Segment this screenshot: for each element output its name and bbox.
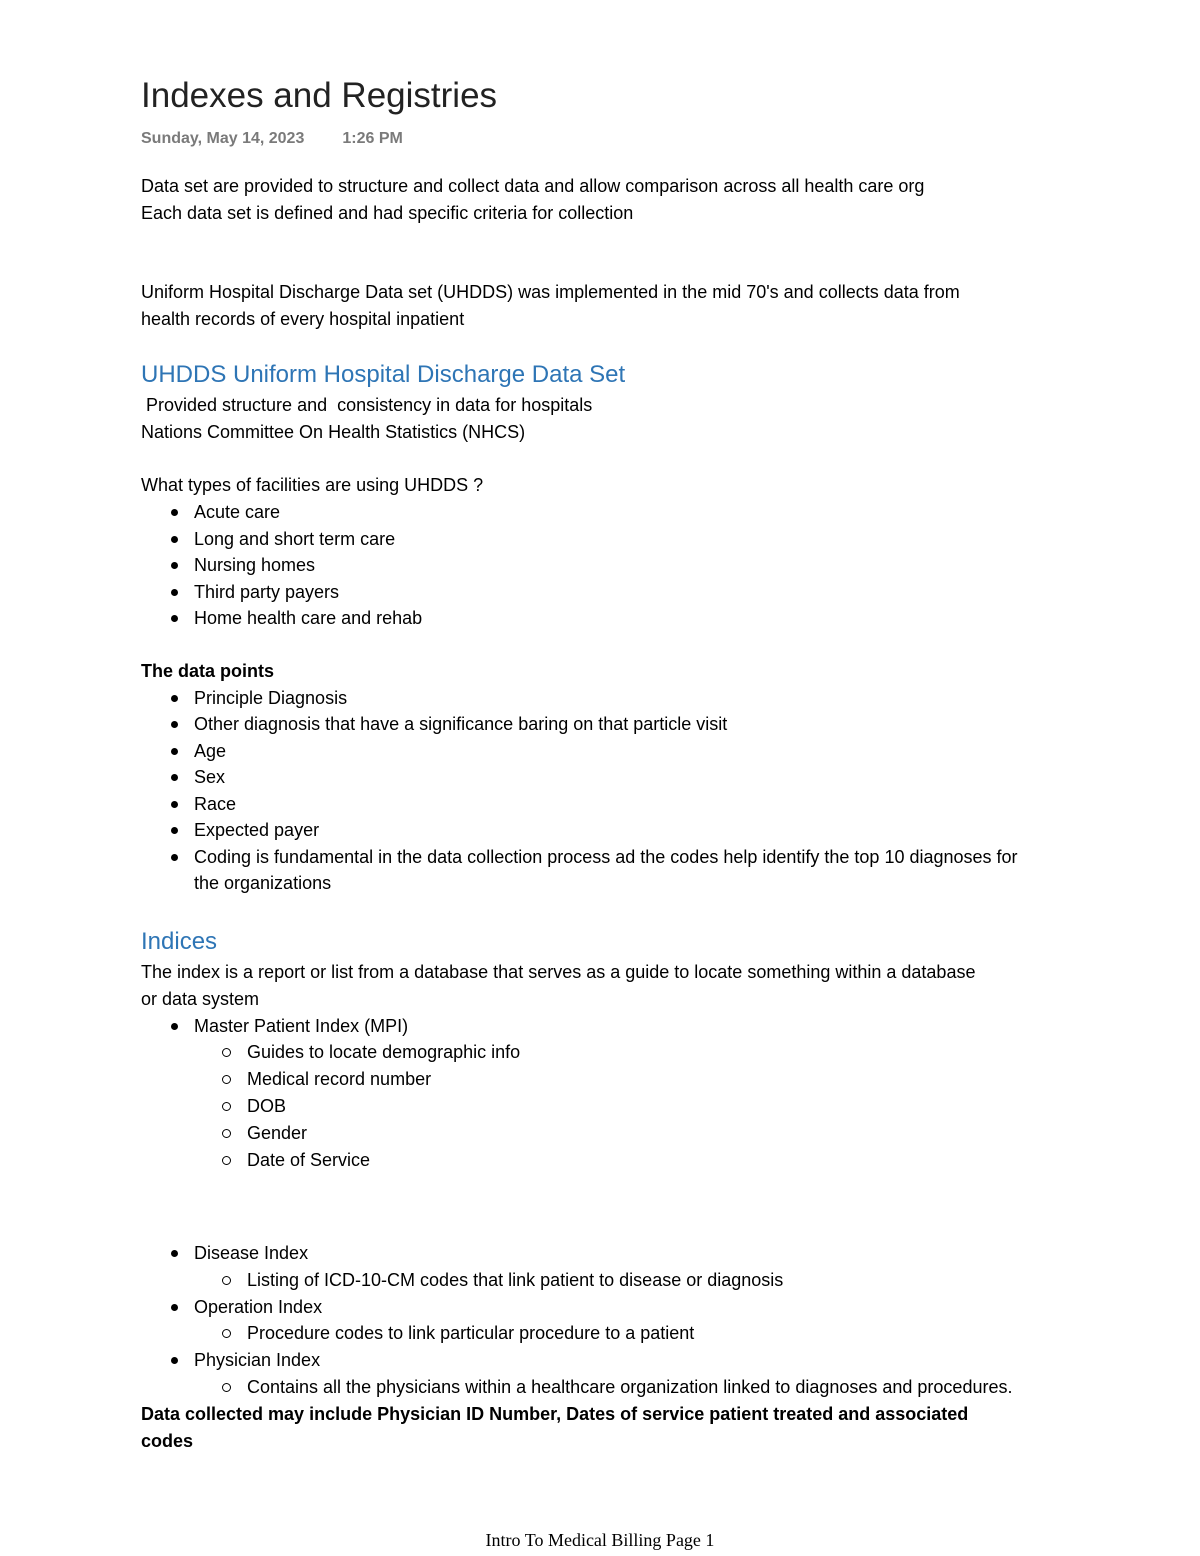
indices-description-line-2: or data system	[141, 988, 260, 1009]
other-indices-list	[141, 1240, 1071, 1401]
operation-index-sublist	[194, 1320, 1071, 1347]
bullet-icon	[171, 1023, 178, 1030]
facilities-list	[141, 499, 1071, 632]
hollow-bullet-icon	[222, 1129, 231, 1138]
list-item: Third party payers	[141, 579, 1071, 606]
closing-line-2: codes	[141, 1430, 194, 1451]
bullet-icon	[171, 748, 178, 755]
hollow-bullet-icon	[222, 1329, 231, 1338]
bullet-icon	[171, 827, 178, 834]
bullet-icon	[171, 615, 178, 622]
bullet-icon	[171, 1250, 178, 1257]
facilities-question: What types of facilities are using UHDDS ?	[141, 475, 484, 495]
intro-line-2: Each data set is defined and had specific criteria for collection	[141, 203, 634, 223]
list-item: Nursing homes	[141, 552, 1071, 579]
data-points-list	[141, 685, 1071, 897]
list-item: Acute care	[141, 499, 1071, 526]
hollow-bullet-icon	[222, 1048, 231, 1057]
bullet-icon	[171, 1304, 178, 1311]
list-item: Coding is fundamental in the data collection process ad the codes help identify the top 10 diagnoses for the organizations	[141, 844, 1034, 897]
hollow-bullet-icon	[222, 1156, 231, 1165]
bullet-icon	[171, 801, 178, 808]
page-time: 1:26 PM	[342, 130, 403, 147]
bullet-icon	[171, 695, 178, 702]
closing-line-1: Data collected may include Physician ID Number, Dates of service patient treated and associated	[141, 1403, 969, 1424]
bullet-icon	[171, 589, 178, 596]
page-timestamp	[141, 122, 1071, 156]
list-item: Expected payer	[141, 817, 1071, 844]
disease-index-sublist	[194, 1267, 1071, 1294]
list-item: Race	[141, 791, 1071, 818]
sublist-item: Contains all the physicians within a healthcare organization linked to diagnoses and procedures.	[194, 1374, 1027, 1401]
sublist-item: Gender	[194, 1120, 1071, 1147]
page-content	[141, 72, 1071, 1455]
sublist-item: Date of Service	[194, 1147, 1071, 1174]
list-item: Master Patient Index (MPI) Guides to locate demographic info Medical record number DOB Gender Date of Service	[141, 1013, 1071, 1175]
page-footer: Intro To Medical Billing Page 1	[485, 1530, 715, 1550]
sublist-item: Medical record number	[194, 1066, 1071, 1093]
page-date: Sunday, May 14, 2023	[141, 130, 305, 147]
physician-index-sublist	[194, 1374, 1071, 1401]
intro-line-1: Data set are provided to structure and collect data and allow comparison across all health care org	[141, 176, 925, 196]
bullet-icon	[171, 536, 178, 543]
uhdds-line-1: Provided structure and consistency in data for hospitals	[141, 395, 593, 415]
list-item: Principle Diagnosis	[141, 685, 1071, 712]
list-item: Age	[141, 738, 1071, 765]
sublist-item: Listing of ICD-10-CM codes that link patient to disease or diagnosis	[194, 1267, 1071, 1294]
bullet-icon	[171, 854, 178, 861]
indices-description-line-1: The index is a report or list from a database that serves as a guide to locate something within a database	[141, 961, 976, 982]
sublist-item: DOB	[194, 1093, 1071, 1120]
hollow-bullet-icon	[222, 1102, 231, 1111]
list-item: Other diagnosis that have a significance baring on that particle visit	[141, 711, 1071, 738]
page-title: Indexes and Registries	[141, 76, 498, 115]
bullet-icon	[171, 562, 178, 569]
hollow-bullet-icon	[222, 1383, 231, 1392]
bullet-icon	[171, 1357, 178, 1364]
indices-heading: Indices	[141, 927, 218, 955]
sublist-item: Procedure codes to link particular procedure to a patient	[194, 1320, 1071, 1347]
uhdds-paragraph-line-2: health records of every hospital inpatient	[141, 309, 465, 329]
uhdds-heading: UHDDS Uniform Hospital Discharge Data Set	[141, 361, 626, 388]
uhdds-line-2: Nations Committee On Health Statistics (NHCS)	[141, 422, 526, 442]
sublist-item: Guides to locate demographic info	[194, 1039, 1071, 1066]
hollow-bullet-icon	[222, 1276, 231, 1285]
list-item: Long and short term care	[141, 526, 1071, 553]
hollow-bullet-icon	[222, 1075, 231, 1084]
list-item: Sex	[141, 764, 1071, 791]
list-item: Physician Index Contains all the physicians within a healthcare organization linked to diagnoses and procedures.	[141, 1347, 1071, 1401]
bullet-icon	[171, 509, 178, 516]
list-item: Disease Index Listing of ICD-10-CM codes that link patient to disease or diagnosis	[141, 1240, 1071, 1294]
uhdds-paragraph-line-1: Uniform Hospital Discharge Data set (UHDDS) was implemented in the mid 70's and collects data from	[141, 282, 960, 302]
bullet-icon	[171, 721, 178, 728]
mpi-list	[141, 1013, 1071, 1175]
list-item: Operation Index Procedure codes to link particular procedure to a patient	[141, 1294, 1071, 1348]
list-item: Home health care and rehab	[141, 605, 1071, 632]
data-points-heading: The data points	[141, 660, 275, 681]
mpi-sublist	[194, 1039, 1071, 1174]
bullet-icon	[171, 774, 178, 781]
